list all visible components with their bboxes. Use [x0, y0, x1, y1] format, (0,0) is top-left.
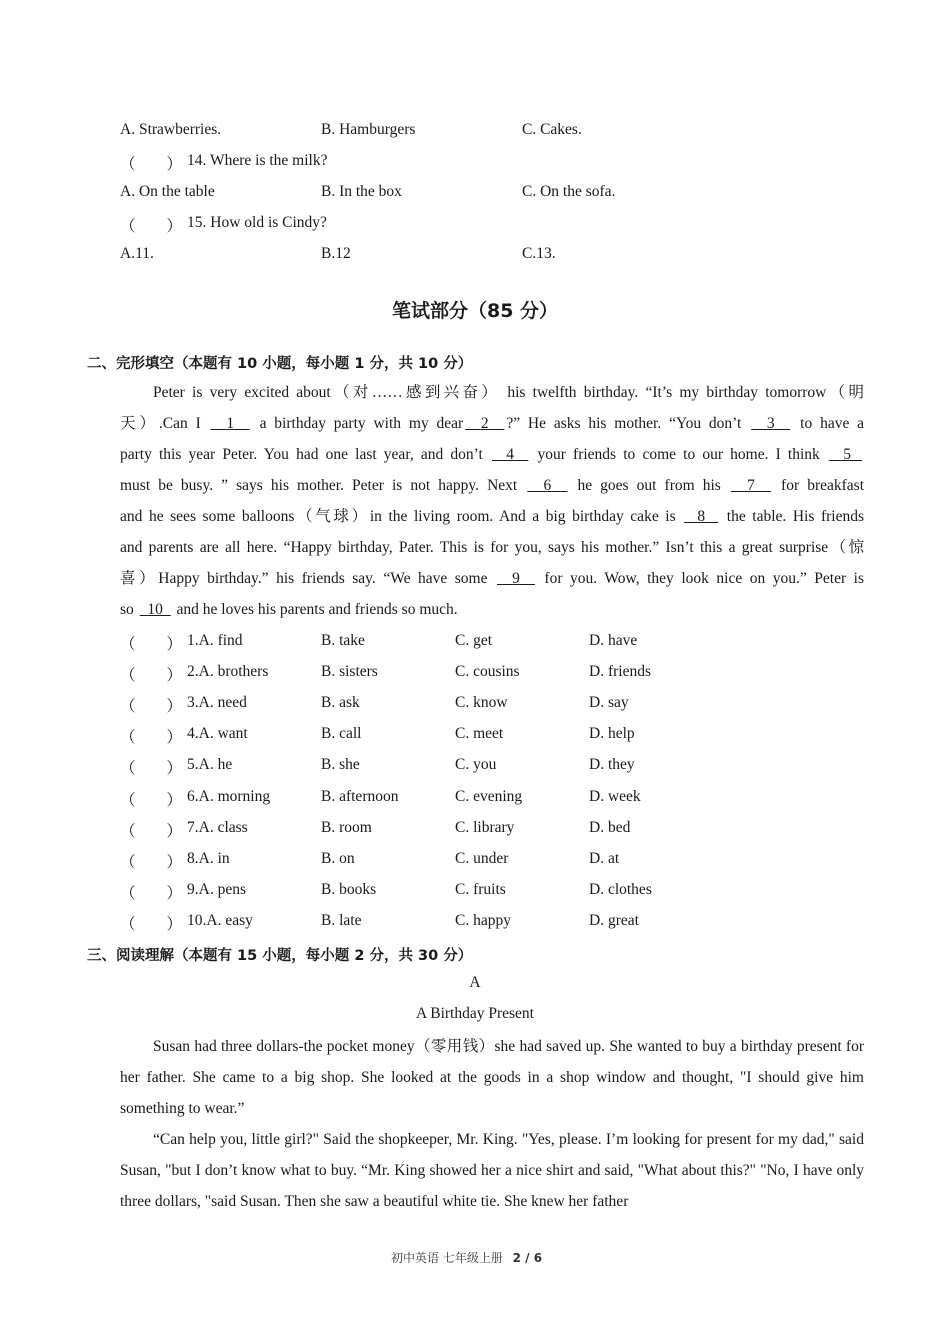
option-c: C. cousins — [455, 663, 520, 681]
cloze-question-row — [0, 881, 950, 903]
option-b: B. take — [321, 632, 365, 649]
q15-text: 15. How old is Cindy? — [187, 214, 327, 231]
q14-options-row — [0, 183, 950, 205]
answer-paren[interactable]: （ ） — [120, 884, 183, 902]
answer-paren[interactable]: （ ） — [120, 791, 183, 809]
option-c: C. evening — [455, 787, 523, 805]
q13-option-b: B. Hamburgers — [321, 121, 416, 138]
q14-option-a: A. On the table — [120, 183, 215, 200]
option-b: B. ask — [321, 694, 360, 712]
answer-paren[interactable]: （ ） — [120, 760, 183, 778]
option-c: C. happy — [455, 911, 511, 929]
option-a: 4.A. want — [187, 725, 248, 743]
option-b: B. she — [321, 756, 360, 774]
blank-2[interactable]: 2 — [480, 415, 489, 432]
option-c: C. under — [455, 849, 509, 867]
blank-9[interactable]: 9 — [512, 570, 520, 587]
option-b: B. call — [321, 725, 362, 743]
passage-line: must be busy. ” says his mother. Peter is not happy. Next 6 he goes out from his 7 for breakfast — [120, 477, 864, 494]
option-c: C. library — [455, 818, 515, 836]
passage-line: and parents are all here. “Happy birthday, Pater. This is for you, says his mother.” Isn’t this a great surprise（惊 — [120, 539, 864, 556]
q14-row — [0, 152, 950, 174]
answer-paren[interactable]: （ ） — [120, 853, 183, 871]
option-b: B. late — [321, 911, 362, 929]
written-part-title: 笔试部分（85 分） — [391, 300, 559, 322]
q14-option-c: C. On the sofa. — [522, 183, 616, 200]
section2-heading: 二、完形填空（本题有 10 小题，每小题 1 分，共 10 分） — [87, 356, 473, 372]
option-c: C. meet — [455, 725, 504, 743]
option-d: D. at — [589, 849, 620, 867]
answer-paren[interactable]: （ ） — [120, 698, 183, 716]
blank-5[interactable]: 5 — [843, 446, 851, 463]
answer-paren[interactable]: （ ） — [120, 218, 183, 235]
option-d: D. they — [589, 756, 635, 774]
option-a: 3.A. need — [187, 694, 247, 712]
blank-8[interactable]: 8 — [697, 508, 706, 525]
option-d: D. friends — [589, 663, 651, 681]
option-a: 10.A. easy — [187, 911, 253, 929]
blank-4[interactable]: 4 — [506, 446, 515, 463]
story-title: A Birthday Present — [416, 1005, 534, 1022]
reading-part-label: A — [469, 974, 481, 991]
passage-line: 天）.Can I 1 a birthday party with my dear 2 ?” He asks his mother. “You don’t 3 to have a — [120, 415, 865, 432]
q15-row — [0, 214, 950, 236]
option-c: C. you — [455, 756, 497, 774]
option-a: 6.A. morning — [187, 787, 271, 805]
passage-line: so 10 and he loves his parents and friends so much. — [120, 601, 458, 618]
footer-subject: 初中英语 七年级上册 — [391, 1251, 503, 1265]
blank-1[interactable]: 1 — [226, 415, 235, 432]
q15-option-a: A.11. — [120, 245, 154, 262]
q15-option-b: B.12 — [321, 245, 351, 262]
page-footer — [391, 1249, 542, 1266]
cloze-question-row — [0, 756, 950, 778]
option-d: D. week — [589, 787, 641, 805]
q13-option-a: A. Strawberries. — [120, 121, 222, 138]
option-b: B. room — [321, 818, 372, 836]
option-a: 9.A. pens — [187, 880, 246, 898]
cloze-question-row — [0, 725, 950, 747]
reading-paragraph-2: “Can help you, little girl?" Said the shopkeeper, Mr. King. "Yes, please. I’m looking for present for my dad," said Susan, "but I don’t know what to buy. “Mr. King showed her a nice shirt and said, "What about this?" "No, I have only three dollars, "said Susan. Then she saw a beautiful white tie. She knew her father — [120, 1131, 864, 1210]
option-a: 7.A. class — [187, 818, 248, 836]
q15-option-c: C.13. — [522, 245, 556, 262]
blank-7[interactable]: 7 — [747, 477, 755, 494]
answer-paren[interactable]: （ ） — [120, 636, 183, 653]
option-d: D. say — [589, 694, 629, 712]
passage-line: and he sees some balloons（气球）in the living room. And a big birthday cake is 8 the table. His friends — [120, 508, 864, 525]
cloze-question-row — [0, 788, 950, 810]
passage-line: party this year Peter. You had one last year, and don’t 4 your friends to come to our home. I think 5 — [120, 439, 864, 470]
reading-paragraph-1: Susan had three dollars-the pocket money（零用钱）she had saved up. She wanted to buy a birthday present for her father. She came to a big shop. She looked at the goods in a shop window and thought, "I should give him something to wear.” — [120, 1038, 864, 1117]
answer-paren[interactable]: （ ） — [120, 156, 183, 173]
option-a: 5.A. he — [187, 756, 233, 774]
blank-3[interactable]: 3 — [766, 415, 775, 432]
q13-options-row — [0, 121, 950, 143]
cloze-question-row — [0, 819, 950, 841]
option-d: D. clothes — [589, 880, 652, 898]
option-b: B. books — [321, 880, 377, 898]
q13-option-c: C. Cakes. — [522, 121, 582, 138]
option-d: D. bed — [589, 818, 631, 836]
passage-line: Peter is very excited about（对……感到兴奋） his twelfth birthday. “It’s my birthday tomorrow（明 — [153, 384, 864, 401]
option-a: 2.A. brothers — [187, 663, 269, 681]
answer-paren[interactable]: （ ） — [120, 822, 183, 840]
q14-text: 14. Where is the milk? — [187, 152, 328, 169]
cloze-passage — [120, 377, 864, 625]
option-c: C. get — [455, 632, 493, 649]
blank-10[interactable]: 10 — [147, 601, 163, 618]
cloze-question-row — [0, 694, 950, 716]
q14-option-b: B. In the box — [321, 183, 402, 200]
cloze-question-row — [0, 850, 950, 872]
cloze-question-row — [0, 632, 950, 654]
page-number: 2 / 6 — [512, 1251, 543, 1265]
option-a: 1.A. find — [187, 632, 243, 649]
option-d: D. help — [589, 725, 635, 743]
cloze-question-row — [0, 912, 950, 934]
answer-paren[interactable]: （ ） — [120, 915, 183, 933]
cloze-question-row — [0, 663, 950, 685]
option-b: B. afternoon — [321, 787, 399, 805]
answer-paren[interactable]: （ ） — [120, 729, 183, 747]
option-d: D. have — [589, 632, 638, 649]
option-d: D. great — [589, 911, 639, 929]
option-c: C. fruits — [455, 880, 506, 898]
option-b: B. sisters — [321, 663, 378, 681]
q15-options-row — [0, 245, 950, 267]
answer-paren[interactable]: （ ） — [120, 667, 183, 685]
section3-heading: 三、阅读理解（本题有 15 小题，每小题 2 分，共 30 分） — [87, 948, 473, 964]
option-c: C. know — [455, 694, 508, 712]
option-b: B. on — [321, 849, 355, 867]
blank-6[interactable]: 6 — [543, 477, 552, 494]
passage-line: 喜）Happy birthday.” his friends say. “We have some 9 for you. Wow, they look nice on you.” Peter is — [120, 570, 865, 587]
option-a: 8.A. in — [187, 849, 230, 867]
